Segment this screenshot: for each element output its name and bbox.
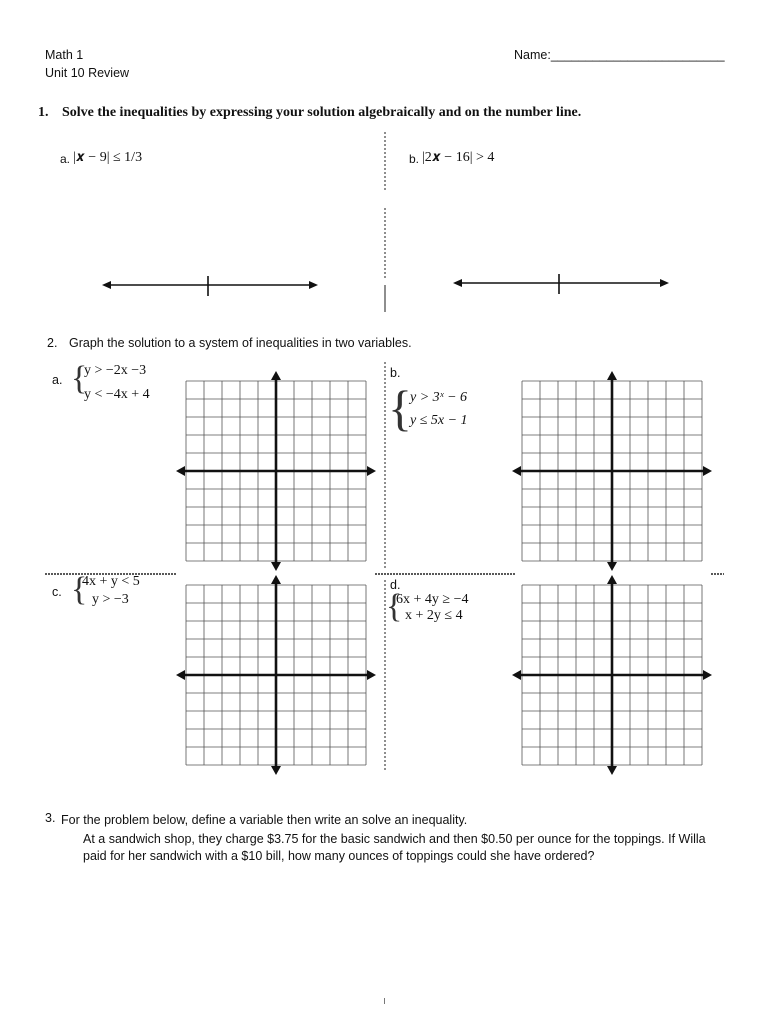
q2a-line1: y > −2x −3 [84,363,147,378]
q3-problem-text: At a sandwich shop, they charge $3.75 for the basic sandwich and then $0.50 per ounce for the toppings. If Willa paid for her sandwich with a $10 bill, how many ounces of toppings could she have ordered? [83,832,706,863]
q2b-label: b. [390,366,401,380]
q2c-line1: 4x + y < 5 [82,574,140,589]
q1b-label: b. [409,152,420,166]
q3-number: 3. [45,811,56,825]
q2a-label: a. [52,373,63,387]
q2-number: 2. [47,336,58,350]
q2-prompt: Graph the solution to a system of inequalities in two variables. [69,336,412,350]
unit-title: Unit 10 Review [45,66,130,80]
page-footer-mark [383,998,387,1006]
q1a-label: a. [60,152,71,166]
q1-number: 1. [38,105,49,120]
q2d-brace: { [386,588,403,625]
q3-prompt: For the problem below, define a variable then write an solve an inequality. [61,813,468,827]
q2d-line1: 6x + 4y ≥ −4 [396,592,469,607]
q2b-line1: y > 3ˣ − 6 [410,390,468,405]
q2d-line2: x + 2y ≤ 4 [405,608,463,623]
q2c-label: c. [52,585,62,599]
q2c-line2: y > −3 [92,592,129,607]
q1b-expression: |2𝒙 − 16| > 4 [422,150,495,165]
q2a-brace: { [71,360,88,397]
q2b-brace: { [388,380,412,436]
q2c-brace: { [71,571,88,608]
q2d-label: d. [390,578,401,592]
name-field-label: Name:_________________________ [514,48,725,62]
q2b-line2: y ≤ 5x − 1 [410,413,468,428]
q2a-line2: y < −4x + 4 [84,387,150,402]
course-title: Math 1 [45,48,84,62]
q1a-expression: |𝒙 − 9| ≤ 1/3 [73,150,143,165]
q1-prompt: Solve the inequalities by expressing your solution algebraically and on the number line. [62,105,582,120]
